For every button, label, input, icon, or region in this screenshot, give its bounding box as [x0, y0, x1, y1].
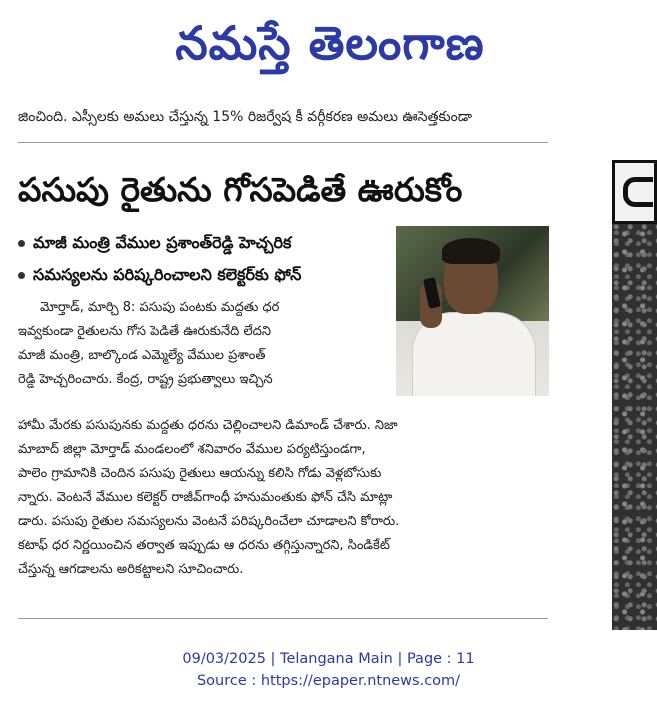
newspaper-logo: నమస్తే తెలంగాణ	[175, 16, 485, 70]
body-line: మాజీ మంత్రి, బాల్కొండ ఎమ్మెల్యే వేముల ప్రశాంత్	[18, 348, 266, 363]
subheadline-text: సమస్యలను పరిష్కరించాలని కలెక్టర్‌కు ఫోన్	[33, 265, 302, 284]
body-line: మాబాద్ జిల్లా మోర్తాడ్ మండలంలో శనివారం వేముల పర్యటిస్తుండగా,	[18, 442, 366, 457]
body-line: న్నారు. వెంటనే వేముల కలెక్టర్ రాజీవ్‌గాంధీ హనుమంతుకు ఫోన్ చేసి మాట్లా	[18, 490, 393, 505]
body-line: మోర్తాడ్, మార్చి 8: పసుపు పంటకు మద్దతు ధర	[40, 300, 280, 315]
ad-logo-panel	[612, 160, 657, 224]
adjacent-advertisement	[612, 160, 657, 630]
divider-bottom	[18, 618, 548, 619]
subheadline-bullet	[18, 228, 398, 258]
bullet-icon	[18, 240, 25, 247]
divider-top	[18, 142, 548, 143]
photo-subject-hair	[442, 238, 500, 264]
body-line: పాలెం గ్రామానికి చెందిన పసుపు రైతులు ఆయన్ను కలిసి గోడు వెళ్లబోసుకు	[18, 466, 382, 481]
article-photo	[396, 226, 549, 396]
body-line: ఇవ్వకుండా రైతులను గోస పెడితే ఊరుకునేది లేదని	[18, 324, 271, 339]
body-line: హామీ మేరకు పసుపునకు మద్దతు ధరను చెల్లించాలని డిమాండ్ చేశారు. నిజా	[18, 418, 398, 433]
edition-info: 09/03/2025 | Telangana Main | Page : 11	[182, 651, 475, 667]
masthead	[0, 0, 657, 90]
body-line: డారు. పసుపు రైతుల సమస్యలను వెంటనే పరిష్కరించేలా చూడాలని కోరారు.	[18, 514, 400, 529]
subheadline-bullet	[18, 260, 398, 290]
body-line: చేస్తున్న ఆగడాలను అరికట్టాలని సూచించారు.	[18, 562, 244, 577]
bullet-icon	[18, 272, 25, 279]
body-line: రెడ్డి హెచ్చరించారు. కేంద్ర, రాష్ట్ర ప్రభుత్వాలు ఇచ్చిన	[18, 372, 273, 387]
subheadline-text: మాజీ మంత్రి వేముల ప్రశాంత్‌రెడ్డి హెచ్చరిక	[33, 233, 292, 252]
article-headline: పసుపు రైతును గోసపెడితే ఊరుకోం	[18, 170, 463, 209]
previous-article-snippet: జించింది. ఎస్సీలకు అమలు చేస్తున్న 15% రిజర్వేష కీ వర్గీకరణ అమలు ఊసెత్తకుండా	[18, 109, 472, 125]
source-link[interactable]: Source : https://epaper.ntnews.com/	[196, 673, 461, 689]
body-line: కటాఫ్ ధర నిర్ణయించిన తర్వాత ఇప్పుడు ఆ ధరను తగ్గిస్తున్నారని, సిండికేట్	[18, 538, 390, 553]
ad-logo-icon	[623, 177, 653, 207]
ad-image	[612, 224, 657, 630]
